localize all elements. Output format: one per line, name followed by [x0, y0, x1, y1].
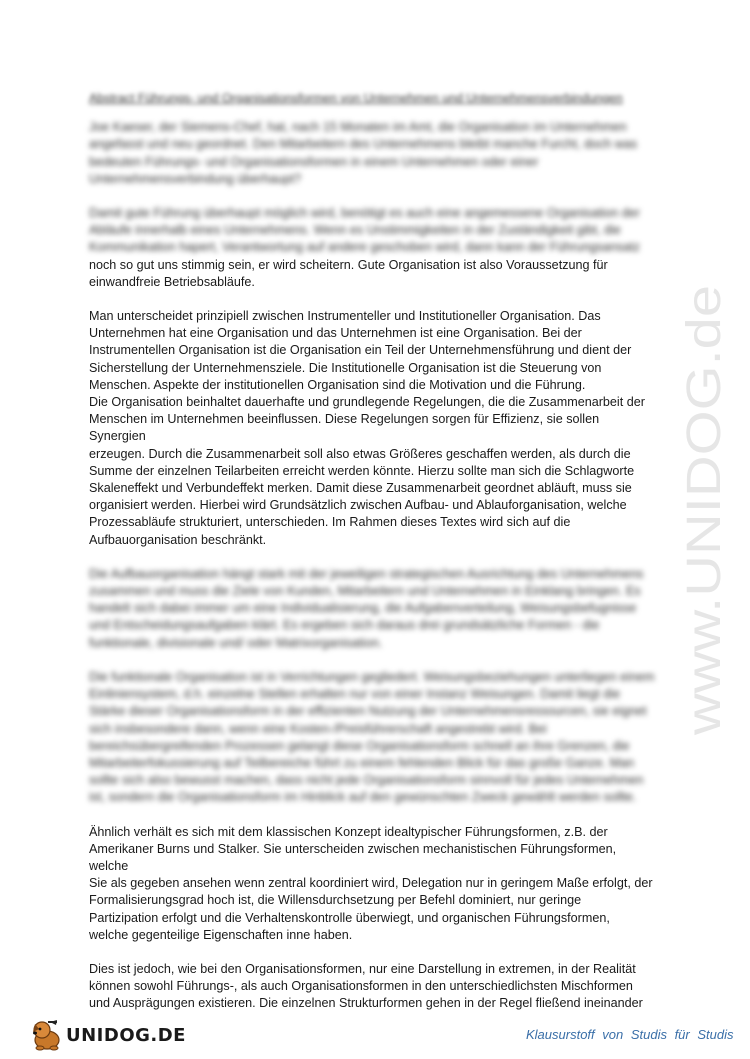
paragraph-text: Die Aufbauorganisation hängt stark mit der jeweiligen strategischen Ausrichtung des Unternehmens zusammen und muss die Ziele von Kunden, Mitarbeitern und Unternehmen in Einklang bringen. Es handelt sich dabei immer um eine Individualisierung, die Aufgabenverteilung, Weisungsbefugnisse und Entscheidungsaufgaben klärt. Es ergeben sich daraus drei grundsätzliche Formen - die funktionale, divisionale und/ oder Matrixorganisation. [89, 566, 644, 650]
text-line: einwandfreie Betriebsabläufe. [89, 274, 255, 289]
watermark-graphic [676, 280, 736, 740]
text-line: können sowohl Führungs-, als auch Organisationsformen in den unterschiedlichsten Mischformen [89, 979, 633, 994]
text-line: Unternehmen hat eine Organisation und das Unternehmen ist eine Organisation. Bei der [89, 326, 582, 341]
text-line: organisiert werden. Hierbei wird Grundsätzlich zwischen Aufbau- und Ablauforganisation, welche [89, 498, 627, 513]
paragraph-intro [89, 119, 655, 188]
paragraph-4 [89, 566, 655, 652]
dog-mascot-icon [30, 1018, 66, 1052]
text-line: Man unterscheidet prinzipiell zwischen Instrumenteller und Institutioneller Organisation. Das [89, 309, 601, 324]
paragraph-text-blurred: Damit gute Führung überhaupt möglich wird, benötigt es auch eine angemessene Organisation der Abläufe innerhalb eines Unternehmens. Wenn es Unstimmigkeiten in der Zuständigkeit gibt, die Kommunikation hapert, Verantwortung auf andere geschoben wird, dann kann der Führungsansatz [89, 206, 640, 255]
paragraph-3 [89, 308, 655, 549]
paragraph-6 [89, 824, 655, 944]
text-line: erzeugen. Durch die Zusammenarbeit soll also etwas Größeres geschaffen werden, als durch die [89, 446, 631, 461]
text-line: noch so gut uns stimmig sein, er wird scheitern. Gute Organisation ist also Voraussetzung für [89, 257, 608, 272]
text-line: Menschen im Unternehmen beeinflussen. Diese Regelungen sorgen für Effizienz, sie sollen Synergien [89, 412, 600, 444]
text-line: Sicherstellung der Unternehmensziele. Die Institutionelle Organisation ist die Steuerung von [89, 360, 602, 375]
text-line: und Ausprägungen existieren. Die einzelnen Strukturformen gehen in der Regel fließend ineinander [89, 996, 643, 1011]
text-line: Aufbauorganisation beschränkt. [89, 532, 267, 547]
paragraph-5 [89, 669, 655, 807]
footer-slogan: Klausurstoff von Studis für Studis [526, 1027, 734, 1042]
text-line: Dies ist jedoch, wie bei den Organisationsformen, nur eine Darstellung in extremen, in der Realität [89, 961, 636, 976]
text-line: welche gegenteilige Eigenschaften inne haben. [89, 927, 353, 942]
paragraph-text: Joe Kaeser, der Siemens-Chef, hat, nach 15 Monaten im Amt, die Organisation im Unternehmen angefasst und neu geordnet. Den Mitarbeitern des Unternehmens bleibt manche Furcht, doch was bedeuten Führungs- und Organisationsformen in einem Unternehmen oder einer Unternehmensverbindung überhaupt? [89, 120, 638, 186]
paragraph-2 [89, 205, 655, 291]
text-line: Instrumentellen Organisation ist die Organisation ein Teil der Unternehmensführung und dient der [89, 343, 632, 358]
unidog-logo [30, 1018, 186, 1052]
watermark [676, 280, 736, 740]
text-line: Ähnlich verhält es sich mit dem klassischen Konzept idealtypischer Führungsformen, z.B. der [89, 824, 608, 839]
watermark-text: www.UNIDOG.de [678, 361, 731, 735]
text-line: Die Organisation beinhaltet dauerhafte und grundlegende Regelungen, die die Zusammenarbeit der [89, 395, 645, 410]
logo-text: UNIDOG.DE [66, 1025, 186, 1046]
document-body [89, 90, 655, 1030]
text-line: Amerikaner Burns und Stalker. Sie unterscheiden zwischen mechanistischen Führungsformen, welche [89, 841, 617, 873]
paragraph-7 [89, 961, 655, 1013]
text-line: Menschen. Aspekte der institutionellen Organisation sind die Motivation und die Führung. [89, 377, 586, 392]
text-line: Partizipation erfolgt und die Verhaltenskontrolle überwiegt, und organischen Führungsformen, [89, 910, 610, 925]
text-line: Summe der einzelnen Teilarbeiten erreicht werden könnte. Hierzu sollte man sich die Schlagworte [89, 463, 635, 478]
text-line: Prozessabläufe strukturiert, unterschieden. Im Rahmen dieses Textes wird sich auf die [89, 515, 571, 530]
text-line: Sie als gegeben ansehen wenn zentral koordiniert wird, Delegation nur in geringem Maße erfolgt, der [89, 876, 653, 891]
text-line: Formalisierungsgrad hoch ist, die Willensdurchsetzung per Befehl dominiert, nur geringe [89, 893, 582, 908]
text-line: Skaleneffekt und Verbundeffekt merken. Damit diese Zusammenarbeit geordnet abläuft, muss sie [89, 481, 632, 496]
paragraph-text: Die funktionale Organisation ist in Verrichtungen gegliedert. Weisungsbeziehungen unterliegen einem Einliniensystem, d.h. einzelne Stellen erhalten nur von einer Instanz Weisungen. Damit liegt die Stärke dieser Organisationsform in der effizienten Nutzung der Unternehmensressourcen, sie eignet sich insbesondere dann, wenn eine Kosten-/Preisführerschaft angestrebt wird. Bei bereichsübergreifenden Prozessen gelangt diese Organisationsform schnell an ihre Grenzen, die Mitarbeiterfokussierung auf Teilbereiche führt zu einem fehlenden Blick für das große Ganze. Man sollte sich also bewusst machen, dass nicht jede Organisationsform sinnvoll für jedes Unternehmen ist, sondern die Organisationsform im Hinblick auf den gewünschten Zweck gewählt werden sollte. [89, 669, 655, 805]
document-title: Abstract Führungs- und Organisationsformen von Unternehmen und Unternehmensverbindungen [89, 91, 623, 105]
